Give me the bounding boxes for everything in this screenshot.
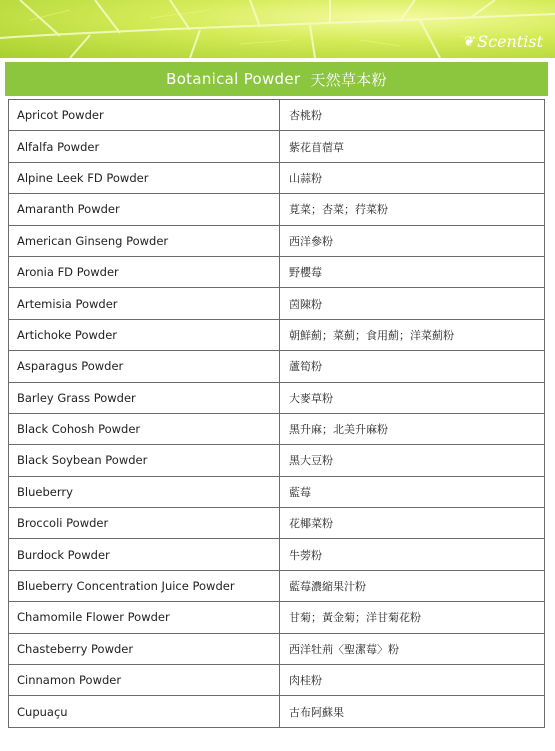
product-name-zh: 大麥草粉 xyxy=(280,382,545,413)
table-row xyxy=(9,288,545,319)
product-table xyxy=(8,99,545,728)
product-name-zh: 西洋參粉 xyxy=(280,225,545,256)
table-row xyxy=(9,508,545,539)
table-row xyxy=(9,319,545,350)
table-row xyxy=(9,194,545,225)
product-name-zh: 紫花苜蓿草 xyxy=(280,131,545,162)
product-name-en: Chasteberry Powder xyxy=(9,633,280,664)
product-name-en: Burdock Powder xyxy=(9,539,280,570)
product-name-zh: 黑升麻；北美升麻粉 xyxy=(280,413,545,444)
table-row xyxy=(9,633,545,664)
product-name-en: Alfalfa Powder xyxy=(9,131,280,162)
product-name-zh: 藍莓濃縮果汁粉 xyxy=(280,570,545,601)
product-name-zh: 杏桃粉 xyxy=(280,100,545,131)
product-name-en: Artemisia Powder xyxy=(9,288,280,319)
product-name-en: Blueberry Concentration Juice Powder xyxy=(9,570,280,601)
table-row xyxy=(9,445,545,476)
product-name-zh: 茵陳粉 xyxy=(280,288,545,319)
product-name-zh: 山蒜粉 xyxy=(280,162,545,193)
leaf-drop-icon: ❦ xyxy=(462,33,475,50)
title-en: Botanical Powder xyxy=(166,70,301,88)
product-name-zh: 莧菜；杏菜；荇菜粉 xyxy=(280,194,545,225)
product-name-zh: 黑大豆粉 xyxy=(280,445,545,476)
product-name-zh: 朝鮮薊；菜薊；食用薊；洋菜薊粉 xyxy=(280,319,545,350)
table-row xyxy=(9,225,545,256)
product-name-zh: 西洋牡荊〈聖潔莓〉粉 xyxy=(280,633,545,664)
table-row xyxy=(9,382,545,413)
table-row xyxy=(9,162,545,193)
product-name-en: Alpine Leek FD Powder xyxy=(9,162,280,193)
product-name-en: Black Soybean Powder xyxy=(9,445,280,476)
table-row xyxy=(9,539,545,570)
table-row xyxy=(9,476,545,507)
product-name-en: Cinnamon Powder xyxy=(9,665,280,696)
table-row xyxy=(9,570,545,601)
product-name-en: Artichoke Powder xyxy=(9,319,280,350)
brand-logo: ❦ Scentist xyxy=(462,32,543,51)
product-name-en: Black Cohosh Powder xyxy=(9,413,280,444)
product-name-en: Aronia FD Powder xyxy=(9,256,280,287)
section-title-bar xyxy=(5,62,548,96)
product-name-en: American Ginseng Powder xyxy=(9,225,280,256)
table-row xyxy=(9,696,545,727)
product-name-en: Barley Grass Powder xyxy=(9,382,280,413)
product-name-zh: 野櫻莓 xyxy=(280,256,545,287)
table-row xyxy=(9,256,545,287)
product-name-en: Chamomile Flower Powder xyxy=(9,602,280,633)
product-name-zh: 古布阿蘇果 xyxy=(280,696,545,727)
product-name-zh: 蘆筍粉 xyxy=(280,351,545,382)
title-zh: 天然草本粉 xyxy=(310,70,387,89)
product-name-zh: 花椰菜粉 xyxy=(280,508,545,539)
product-name-en: Broccoli Powder xyxy=(9,508,280,539)
product-name-en: Apricot Powder xyxy=(9,100,280,131)
header-banner xyxy=(0,0,555,58)
table-row xyxy=(9,131,545,162)
table-row xyxy=(9,351,545,382)
product-name-zh: 肉桂粉 xyxy=(280,665,545,696)
table-row xyxy=(9,665,545,696)
product-name-en: Cupuaçu xyxy=(9,696,280,727)
product-name-zh: 甘菊；黃金菊；洋甘菊花粉 xyxy=(280,602,545,633)
table-row xyxy=(9,602,545,633)
product-name-en: Asparagus Powder xyxy=(9,351,280,382)
table-row xyxy=(9,413,545,444)
table-row xyxy=(9,100,545,131)
product-name-zh: 牛蒡粉 xyxy=(280,539,545,570)
product-name-en: Amaranth Powder xyxy=(9,194,280,225)
product-name-en: Blueberry xyxy=(9,476,280,507)
product-name-zh: 藍莓 xyxy=(280,476,545,507)
